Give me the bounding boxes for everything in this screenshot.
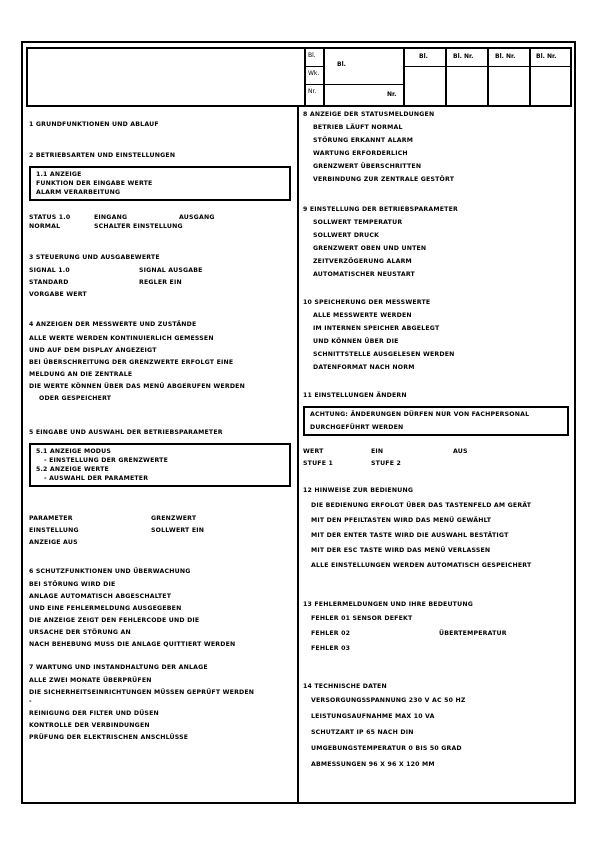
grid-cell: STATUS 1.0	[29, 214, 71, 221]
section-heading	[29, 567, 293, 576]
box-line: FUNKTION DER EINGABE WERTE	[36, 180, 153, 187]
title-block	[26, 47, 572, 107]
paragraph-line: MIT DER ESC TASTE WIRD DAS MENÜ VERLASSEN	[311, 547, 491, 554]
grid-cell: NORMAL	[29, 223, 61, 230]
header-mid-cell	[325, 49, 405, 105]
grid-cell: SOLLWERT EIN	[151, 527, 205, 534]
value-grid	[303, 447, 571, 468]
header-divider	[325, 84, 405, 85]
header-mid-label: Bl.	[337, 61, 346, 68]
paragraph-line: ALLE MESSWERTE WERDEN	[313, 312, 412, 319]
paragraph-line: SCHNITTSTELLE AUSGELESEN WERDEN	[313, 351, 455, 358]
paragraph-line: FEHLER 03	[311, 645, 351, 652]
header-col-label: Bl.	[419, 53, 428, 60]
value-grid	[29, 266, 293, 299]
grid-cell: PARAMETER	[29, 515, 73, 522]
heading-text: 9 EINSTELLUNG DER BETRIEBSPARAMETER	[303, 206, 458, 213]
heading-text: 12 HINWEISE ZUR BEDIENUNG	[303, 487, 414, 494]
grid-cell	[453, 459, 533, 468]
paragraph-line: NACH BEHEBUNG MUSS DIE ANLAGE QUITTIERT WERDEN	[29, 641, 236, 648]
paragraph-line: UND EINE FEHLERMELDUNG AUSGEGEBEN	[29, 605, 182, 612]
paragraph-line: ODER GESPEICHERT	[39, 395, 112, 402]
heading-text: 6 SCHUTZFUNKTIONEN UND ÜBERWACHUNG	[29, 568, 191, 575]
grid-cell: SIGNAL AUSGABE	[139, 267, 203, 274]
heading-text: 14 TECHNISCHE DATEN	[303, 683, 387, 690]
header-col-label: Bl. Nr.	[453, 53, 474, 60]
paragraph-line: MIT DER ENTER TASTE WIRD DIE AUSWAHL BESTÄTIGT	[311, 532, 509, 539]
paragraph-line: STÖRUNG ERKANNT ALARM	[313, 137, 414, 144]
section-heading	[303, 486, 571, 495]
header-label-cell	[306, 67, 325, 85]
heading-text: 4 ANZEIGEN DER MESSWERTE UND ZUSTÄNDE	[29, 321, 197, 328]
paragraph	[29, 334, 293, 403]
paragraph-line: AUTOMATISCHER NEUSTART	[313, 271, 415, 278]
paragraph-line: DIE BEDIENUNG ERFOLGT ÜBER DAS TASTENFELD AM GERÄT	[311, 502, 532, 509]
paragraph-line: SOLLWERT DRUCK	[313, 232, 380, 239]
paragraph-line: DIE SICHERHEITSEINRICHTUNGEN MÜSSEN GEPRÜFT WERDEN	[29, 689, 255, 696]
grid-cell: EINSTELLUNG	[29, 527, 79, 534]
paragraph-line: BETRIEB LÄUFT NORMAL	[313, 124, 403, 131]
box-line: ALARM VERARBEITUNG	[36, 189, 121, 196]
header-label-cell	[306, 85, 325, 105]
header-col-cell	[489, 49, 531, 105]
grid-cell: VORGABE WERT	[29, 291, 87, 298]
paragraph-line: ALLE WERTE WERDEN KONTINUIERLICH GEMESSEN	[29, 335, 214, 342]
section-heading	[29, 120, 293, 129]
paragraph-line: ZEITVERZÖGERUNG ALARM	[313, 258, 412, 265]
paragraph	[303, 311, 571, 372]
header-mid-sub: Nr.	[387, 91, 397, 98]
paragraph	[303, 696, 571, 769]
grid-cell: STUFE 2	[371, 460, 402, 467]
grid-cell: AUSGANG	[179, 214, 215, 221]
section-heading	[303, 391, 571, 400]
paragraph-line: URSACHE DER STÖRUNG AN	[29, 629, 131, 636]
heading-text: 2 BETRIEBSARTEN UND EINSTELLUNGEN	[29, 152, 176, 159]
paragraph-line: BEI ÜBERSCHREITUNG DER GRENZWERTE ERFOLGT EINE	[29, 359, 234, 366]
paragraph-line: DIE ANZEIGE ZEIGT DEN FEHLERCODE UND DIE	[29, 617, 200, 624]
heading-text: 8 ANZEIGE DER STATUSMELDUNGEN	[303, 111, 435, 118]
header-col-label: Bl. Nr.	[536, 53, 557, 60]
box-line: DURCHGEFÜHRT WERDEN	[310, 424, 404, 431]
paragraph-line: ANLAGE AUTOMATISCH ABGESCHALTET	[29, 593, 172, 600]
section-heading	[303, 298, 571, 307]
box-line: 5.2 ANZEIGE WERTE	[36, 466, 109, 473]
grid-cell: EINGANG	[94, 214, 128, 221]
paragraph-line: REINIGUNG DER FILTER UND DÜSEN	[29, 710, 159, 717]
paragraph-line: SCHUTZART IP 65 NACH DIN	[311, 729, 414, 736]
grid-cell	[204, 222, 264, 231]
grid-cell: STUFE 1	[303, 460, 334, 467]
paragraph	[303, 123, 571, 184]
header-col-cell	[531, 49, 570, 105]
grid-cell: ANZEIGE AUS	[29, 539, 78, 546]
paragraph-line: ALLE EINSTELLUNGEN WERDEN AUTOMATISCH GESPEICHERT	[311, 562, 532, 569]
box-line: ACHTUNG: ÄNDERUNGEN DÜRFEN NUR VON FACHPERSONAL	[310, 411, 530, 418]
header-label-cell	[306, 49, 325, 67]
heading-text: 10 SPEICHERUNG DER MESSWERTE	[303, 299, 431, 306]
paragraph-line: ÜBERTEMPERATUR	[439, 630, 507, 637]
section-heading	[29, 320, 293, 329]
paragraph-line: FEHLER 01 SENSOR DEFEKT	[311, 615, 413, 622]
grid-cell: REGLER EIN	[139, 279, 182, 286]
grid-cell	[151, 538, 251, 547]
heading-text: 1 GRUNDFUNKTIONEN UND ABLAUF	[29, 121, 159, 128]
grid-cell: SCHALTER EINSTELLUNG	[94, 223, 183, 230]
header-label: Bl.	[308, 52, 316, 59]
heading-text: 7 WARTUNG UND INSTANDHALTUNG DER ANLAGE	[29, 664, 208, 671]
box-line: - AUSWAHL DER PARAMETER	[44, 475, 149, 482]
paragraph-line: UND KÖNNEN ÜBER DIE	[313, 338, 399, 345]
paragraph-line: MELDUNG AN DIE ZENTRALE	[29, 371, 133, 378]
header-col-label: Bl. Nr.	[495, 53, 516, 60]
header-col-cell	[405, 49, 447, 105]
paragraph-line: ALLE ZWEI MONATE ÜBERPRÜFEN	[29, 677, 152, 684]
grid-cell: AUS	[453, 448, 468, 455]
paragraph	[303, 218, 571, 279]
section-heading	[303, 682, 571, 691]
paragraph-line: ABMESSUNGEN 96 X 96 X 120 MM	[311, 761, 435, 768]
grid-cell: GRENZWERT	[151, 515, 197, 522]
paragraph-line: VERBINDUNG ZUR ZENTRALE GESTÖRT	[313, 176, 455, 183]
paragraph	[29, 676, 293, 742]
section-heading	[303, 600, 571, 609]
paragraph-line: FEHLER 02	[311, 630, 351, 637]
paragraph	[29, 580, 293, 649]
paragraph-line: IM INTERNEN SPEICHER ABGELEGT	[313, 325, 440, 332]
section-heading	[29, 151, 293, 160]
value-grid	[29, 213, 293, 231]
paragraph-line: BEI STÖRUNG WIRD DIE	[29, 581, 116, 588]
section-heading	[29, 253, 293, 262]
heading-text: 3 STEUERUNG UND AUSGABEWERTE	[29, 254, 160, 261]
info-box	[29, 443, 291, 487]
box-line: - EINSTELLUNG DER GRENZWERTE	[44, 457, 169, 464]
grid-cell: SIGNAL 1.0	[29, 267, 70, 274]
section-heading	[303, 205, 571, 214]
heading-text: 13 FEHLERMELDUNGEN UND IHRE BEDEUTUNG	[303, 601, 473, 608]
heading-text: 5 EINGABE UND AUSWAHL DER BETRIEBSPARAMETER	[29, 429, 223, 436]
paragraph-line: WARTUNG ERFORDERLICH	[313, 150, 408, 157]
header-label: Wk.	[308, 70, 320, 77]
paragraph	[303, 614, 571, 653]
info-box	[29, 166, 291, 201]
value-grid	[29, 514, 293, 547]
paragraph-line: GRENZWERT OBEN UND UNTEN	[313, 245, 427, 252]
paragraph-line: UMGEBUNGSTEMPERATUR 0 BIS 50 GRAD	[311, 745, 462, 752]
paragraph-line: GRENZWERT ÜBERSCHRITTEN	[313, 163, 422, 170]
paragraph-line: SOLLWERT TEMPERATUR	[313, 219, 403, 226]
grid-cell	[139, 290, 249, 299]
paragraph-line: DATENFORMAT NACH NORM	[313, 364, 415, 371]
title-field	[28, 49, 306, 105]
box-line: 1.1 ANZEIGE	[36, 171, 82, 178]
paragraph-line: MIT DEN PFEILTASTEN WIRD DAS MENÜ GEWÄHLT	[311, 517, 492, 524]
box-line: 5.1 ANZEIGE MODUS	[36, 448, 111, 455]
warning-box	[303, 406, 569, 436]
column-divider	[297, 107, 299, 804]
section-heading	[29, 663, 293, 672]
section-heading	[303, 110, 571, 119]
grid-cell: STANDARD	[29, 279, 69, 286]
header-label: Nr.	[308, 88, 317, 95]
grid-cell: WERT	[303, 448, 324, 455]
paragraph-line: DIE WERTE KÖNNEN ÜBER DAS MENÜ ABGERUFEN WERDEN	[29, 383, 245, 390]
paragraph-line: KONTROLLE DER VERBINDUNGEN	[29, 722, 150, 729]
header-col-cell	[447, 49, 489, 105]
section-heading	[29, 428, 293, 437]
paragraph-line: -	[29, 698, 32, 705]
paragraph-line: PRÜFUNG DER ELEKTRISCHEN ANSCHLÜSSE	[29, 734, 189, 741]
heading-text: 11 EINSTELLUNGEN ÄNDERN	[303, 392, 407, 399]
paragraph-line: VERSORGUNGSSPANNUNG 230 V AC 50 HZ	[311, 697, 466, 704]
paragraph-line: LEISTUNGSAUFNAHME MAX 10 VA	[311, 713, 435, 720]
paragraph	[303, 501, 571, 570]
grid-cell: EIN	[371, 448, 384, 455]
paragraph-line: UND AUF DEM DISPLAY ANGEZEIGT	[29, 347, 157, 354]
